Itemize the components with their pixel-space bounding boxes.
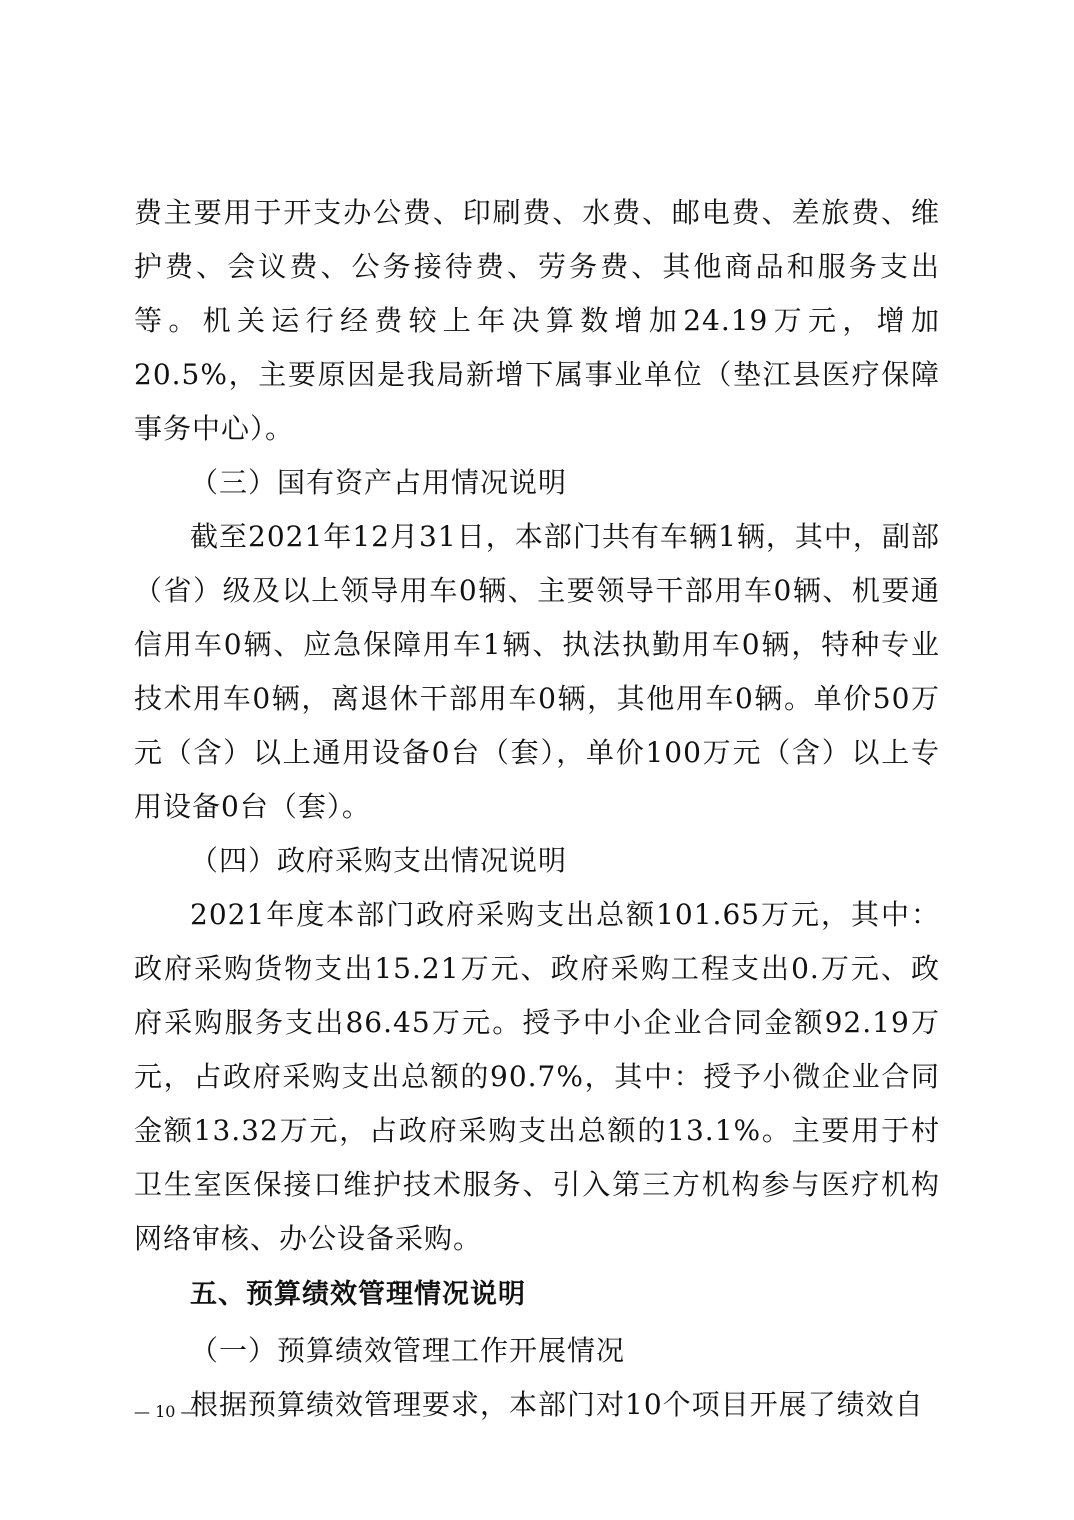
paragraph-vehicles-equipment: 截至2021年12月31日，本部门共有车辆1辆，其中，副部（省）级及以上领导用车0辆、主要领导干部用车0辆、机要通信用车0辆、应急保障用车1辆、执法执勤用车0辆，特种专业技术用车0辆，离退休干部用车0辆，其他用车0辆。单价50万元（含）以上通用设备0台（套），单价100万元（含）以上专用设备0台（套）。 [134,520,940,823]
subheading-performance-work: （一）预算绩效管理工作开展情况 [190,1334,626,1367]
section-heading-performance-management: 五、预算绩效管理情况说明 [190,1279,526,1310]
subheading-state-assets: （三）国有资产占用情况说明 [190,466,568,499]
paragraph-procurement-details: 2021年度本部门政府采购支出总额101.65万元，其中：政府采购货物支出15.21万元、政府采购工程支出0.万元、政府采购服务支出86.45万元。授予中小企业合同金额92.19万元，占政府采购支出总额的90.7%，其中：授予小微企业合同金额13.32万元，占政府采购支出总额的13.1%。主要用于村卫生室医保接口维护技术服务、引入第三方机构参与医疗机构网络审核、办公设备采购。 [134,898,940,1255]
subheading-government-procurement: （四）政府采购支出情况说明 [190,844,568,877]
page-number: — 10 — [134,1402,197,1421]
paragraph-operating-expenses: 费主要用于开支办公费、印刷费、水费、邮电费、差旅费、维护费、会议费、公务接待费、劳务费、其他商品和服务支出等。机关运行经费较上年决算数增加24.19万元，增加20.5%，主要原因是我局新增下属事业单位（垫江县医疗保障事务中心）。 [134,196,940,445]
paragraph-performance-evaluation: 根据预算绩效管理要求，本部门对10个项目开展了绩效自 [190,1388,924,1421]
document-page [134,186,940,1432]
